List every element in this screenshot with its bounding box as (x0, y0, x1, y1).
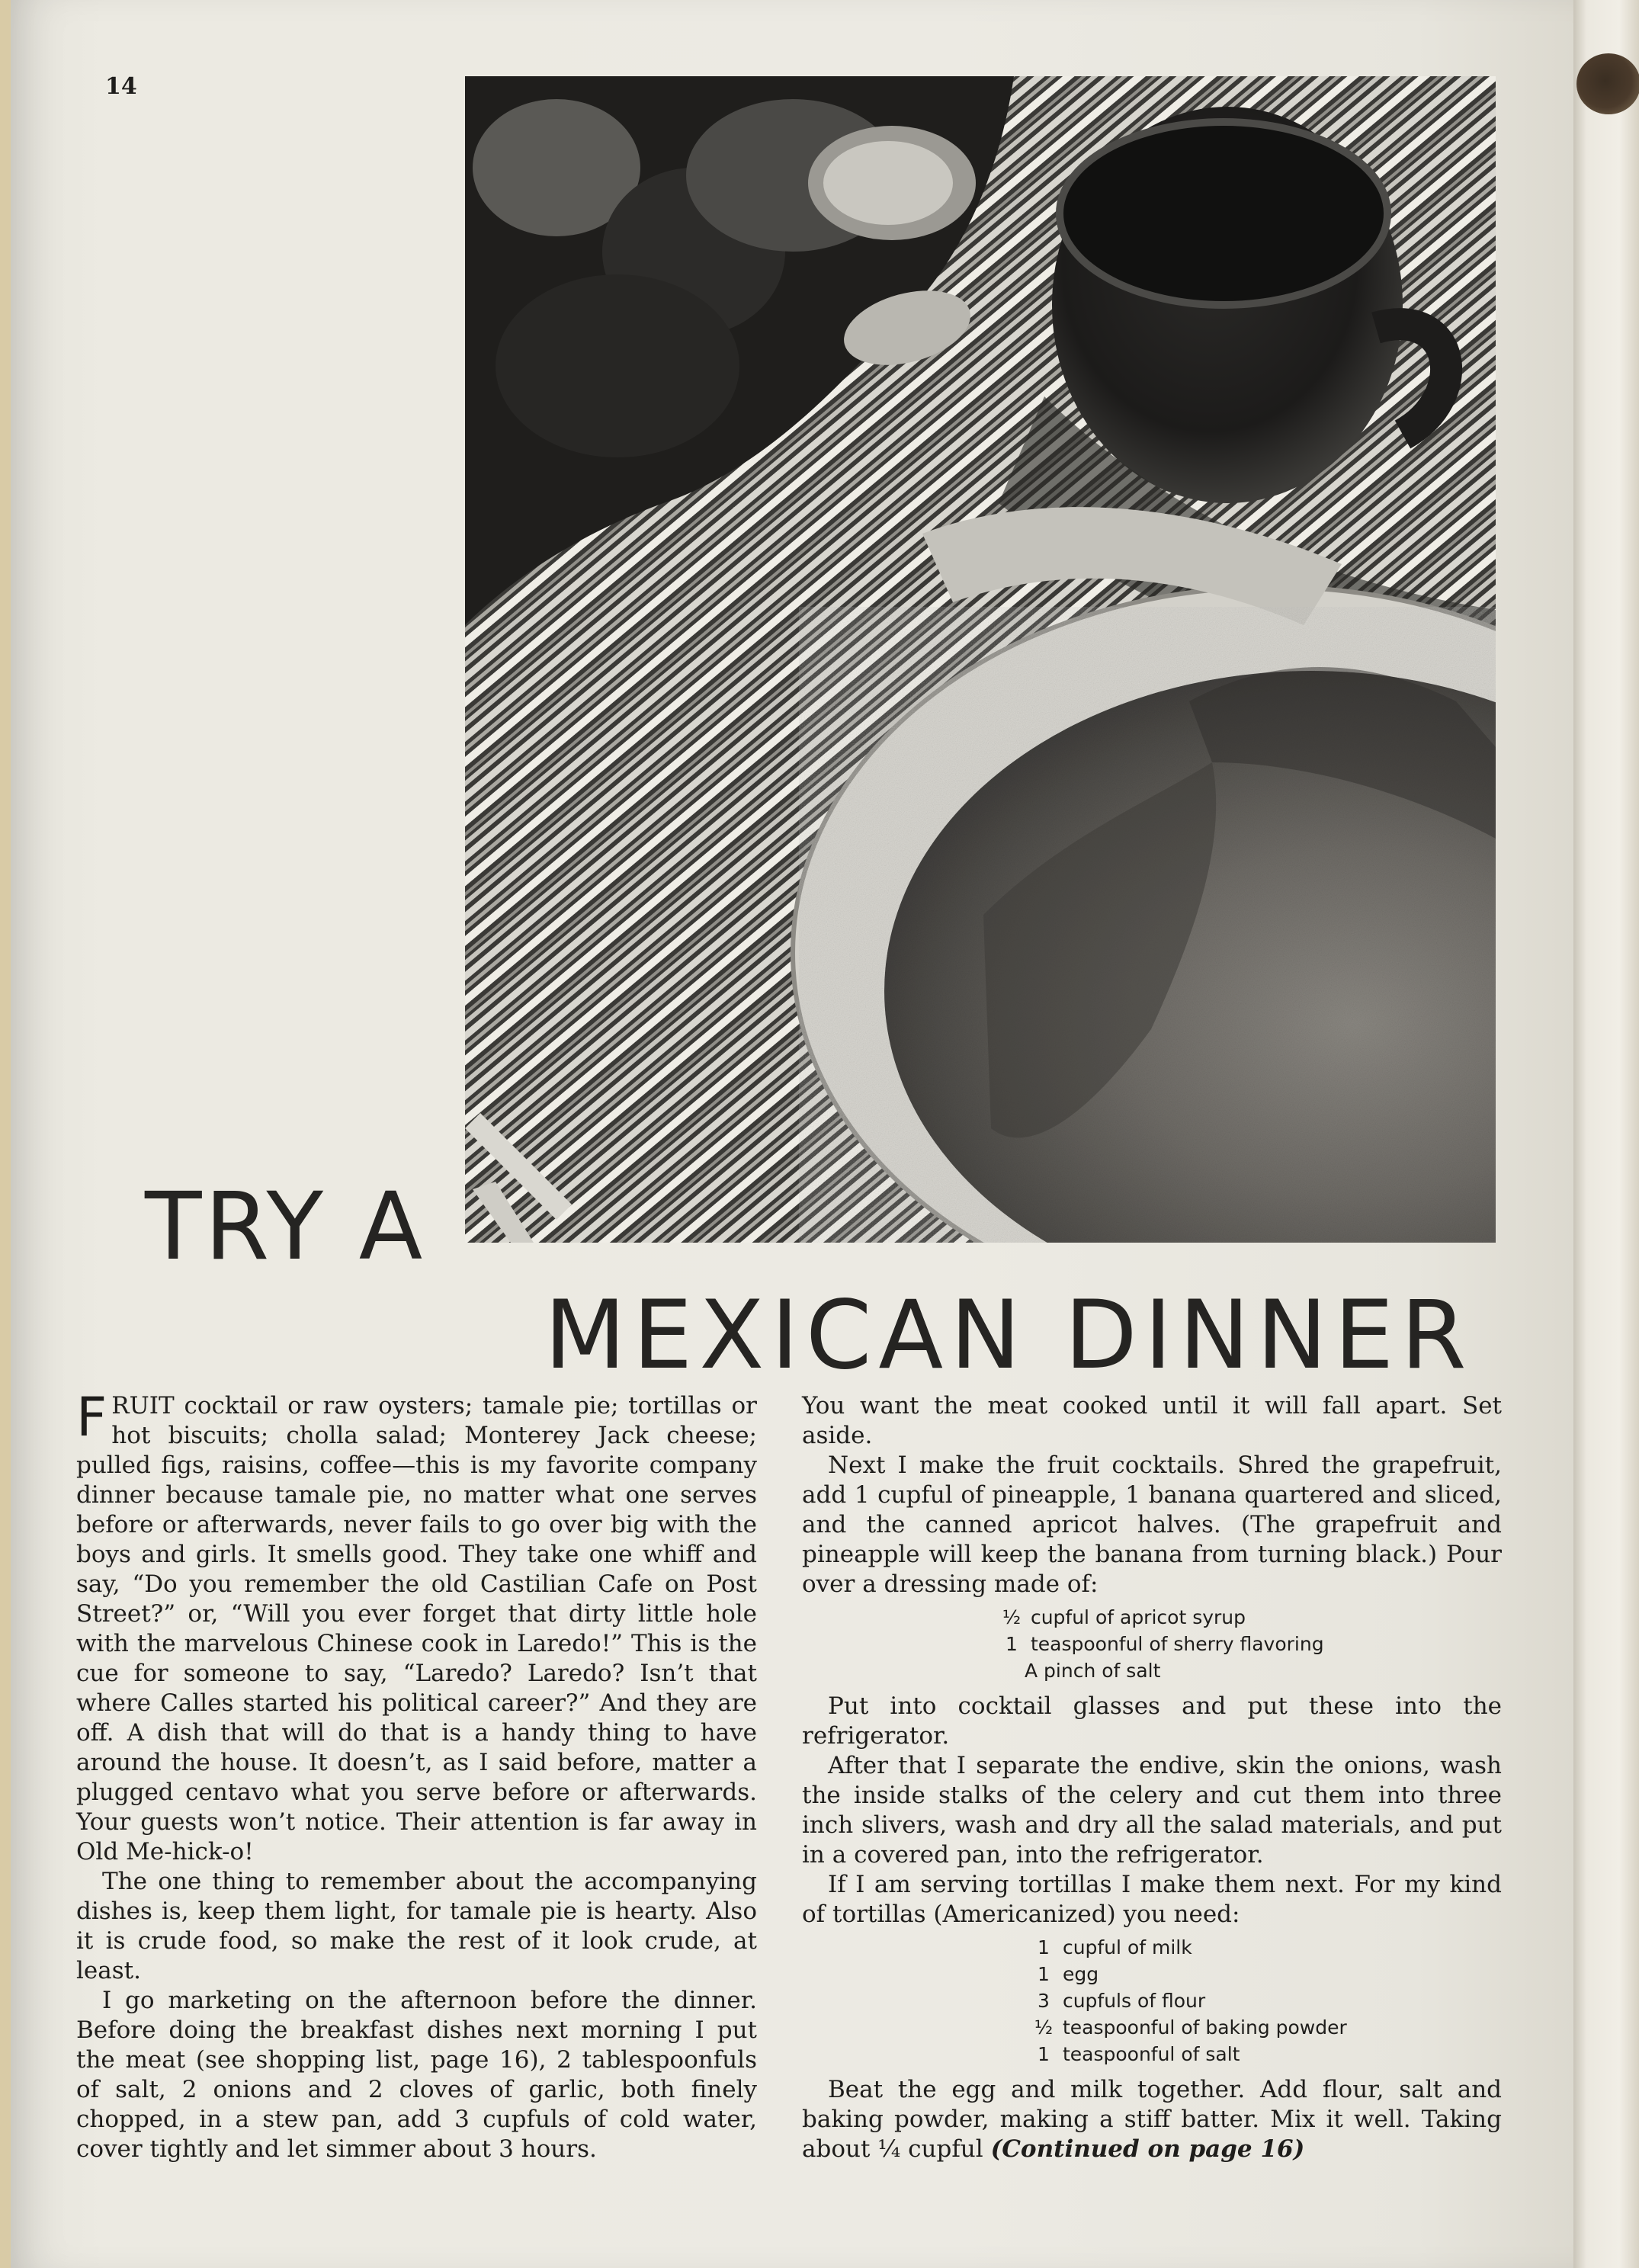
headline-line-2: MEXICAN DINNER (544, 1281, 1474, 1391)
continued-link[interactable]: (Continued on page 16) (990, 2135, 1305, 2163)
right-column (802, 1391, 1502, 2164)
list-item: ½ cupful of apricot syrup (1002, 1606, 1246, 1628)
paragraph-cocktail-glasses: Put into cocktail glasses and put these into the refrigerator. (802, 1692, 1502, 1750)
list-item: 1 egg (1038, 1963, 1099, 1985)
left-column (76, 1386, 757, 2164)
page-number: 14 (105, 73, 137, 100)
headline-line-1: TRY A (145, 1172, 426, 1281)
list-item: 1 cupful of milk (1038, 1936, 1192, 1958)
paragraph-batter (802, 2075, 1502, 2164)
dressing-ingredient-list (802, 1604, 1502, 1684)
paragraph-batter-text: Beat the egg and milk together. Add flour, salt and baking powder, making a stiff batter. Mix it well. Taking about ¼ cupful (802, 2076, 1502, 2163)
paragraph-intro-text: RUIT cocktail or raw oysters; tamale pie; tortillas or hot biscuits; cholla salad; Monterey Jack cheese; pulled figs, raisins, coffee—this is my favorite company dinner because tamale pie, no matter what one serves before or afterwards, never fails to go over big with the boys and girls. It smells good. They take one whiff and say, “Do you remember the old Castilian Cafe on Post Street?” or, “Will you ever forget that dirty little hole with the marvelous Chinese cook in Laredo!” This is the cue for someone to say, “Laredo? Laredo? Isn’t that where Calles started his political career?” And they are off. A dish that will do that is a handy thing to have around the house. It doesn’t, as I said before, matter a plugged centavo what you serve before or afterwards. Your guests won’t notice. Their attention is far away in Old Me-hick-o! (76, 1392, 757, 1865)
tortilla-ingredient-list (802, 1934, 1502, 2068)
paragraph-salad-prep: After that I separate the endive, skin the onions, wash the inside stalks of the celery and cut them into three inch slivers, wash and dry all the salad materials, and put in a covered pan, into the refrigerator. (802, 1752, 1502, 1869)
paragraph-intro (76, 1386, 757, 1867)
binder-punch-hole (1576, 53, 1639, 114)
paragraph-marketing: I go marketing on the afternoon before the dinner. Before doing the breakfast dishes next morning I put the meat (see shopping list, page 16), 2 tablespoonfuls of salt, 2 onions and 2 cloves of garlic, both finely chopped, in a stew pan, add 3 cupfuls of cold water, cover tightly and let simmer about 3 hours. (76, 1987, 757, 2163)
next-page-edge (1573, 0, 1639, 2268)
drop-cap: F (76, 1386, 107, 1448)
list-item: ½ teaspoonful of baking powder (1034, 2016, 1347, 2039)
list-item: 3 cupfuls of flour (1038, 1990, 1206, 2012)
tamale-pie-photo (465, 76, 1496, 1243)
paragraph-fruit-cocktail: Next I make the fruit cocktails. Shred the grapefruit, add 1 cupful of pineapple, 1 banana quartered and sliced, and the canned apricot halves. (The grapefruit and pineapple will keep the banana from turning black.) Pour over a dressing made of: (802, 1452, 1502, 1598)
paragraph-meat: You want the meat cooked until it will fall apart. Set aside. (802, 1392, 1502, 1449)
list-item: 1 teaspoonful of sherry flavoring (1006, 1633, 1324, 1655)
paragraph-accompanying: The one thing to remember about the accompanying dishes is, keep them light, for tamale pie is hearty. Also it is crude food, so make the rest of it look crude, at least. (76, 1868, 757, 1984)
list-item: A pinch of salt (1025, 1660, 1161, 1682)
paragraph-tortillas: If I am serving tortillas I make them next. For my kind of tortillas (Americanized) you need: (802, 1871, 1502, 1928)
list-item: 1 teaspoonful of salt (1038, 2043, 1240, 2065)
